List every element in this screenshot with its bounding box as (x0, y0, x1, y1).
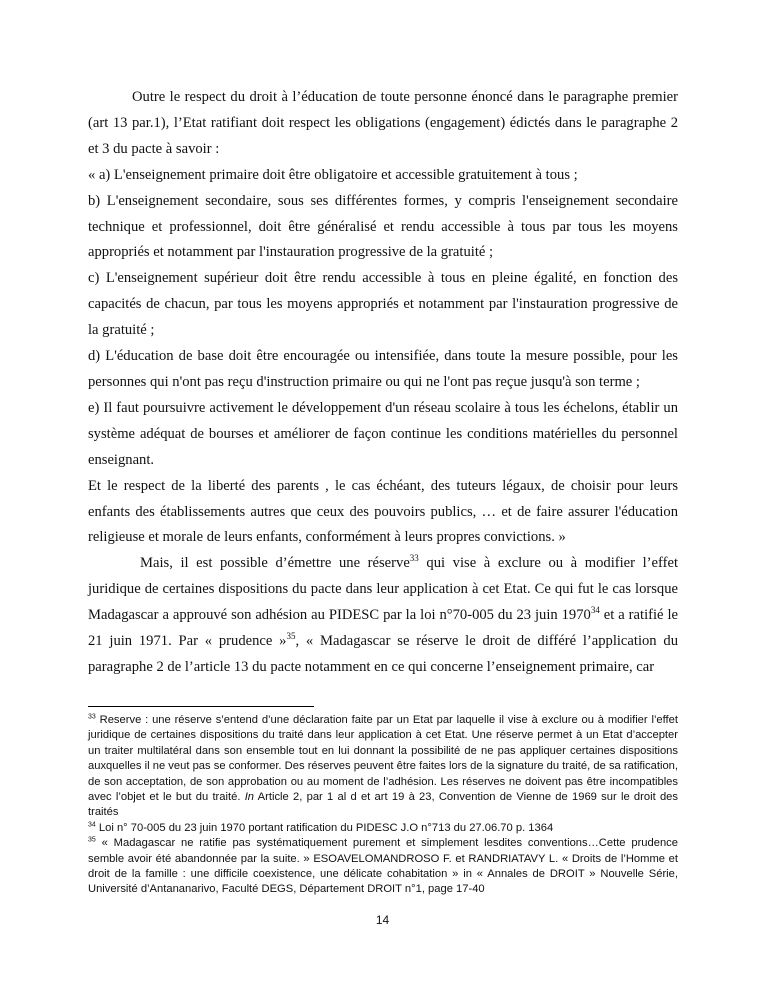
footnote-ref-33[interactable]: 33 (409, 553, 419, 564)
footnote-35-text: « Madagascar ne ratifie pas systématiquement purement et simplement lesdites conventions…Cette prudence semble avoir été abandonnée par la suite. » ESOAVELOMANDROSO F. et RANDRIATAVY L. « Droits de l’Homme et droit de la famille : une difficile coexistence, une délicate cohabitation » in « Annales de DROIT » Nouvelle Série, Université d’Antananarivo, Faculté DEGS, Département DROIT n°1, page 17-40 (88, 837, 678, 896)
footnote-ref-35[interactable]: 35 (286, 631, 296, 642)
reserve-text-1: Mais, il est possible d’émettre une réserve (140, 555, 410, 572)
footnote-34-text: Loi n° 70-005 du 23 juin 1970 portant ratification du PIDESC J.O n°713 du 27.06.70 p. 1364 (95, 821, 554, 834)
list-item-d: d) L'éducation de base doit être encouragée ou intensifiée, dans toute la mesure possible, pour les personnes qui n'ont pas reçu d'instruction primaire ou qui ne l'ont pas reçue jusqu'à son terme ; (88, 348, 678, 390)
reserve-text-3: et a ratifié le 21 juin 1971. Par « prudence » (88, 607, 678, 650)
intro-paragraph: Outre le respect du droit à l’éducation de toute personne énoncé dans le paragraphe premier (art 13 par.1), l’Etat ratifiant doit respect les obligations (engagement) édictés dans le paragraphe 2 et 3 du pacte à savoir : (88, 89, 678, 157)
footnote-ref-34[interactable]: 34 (590, 605, 600, 616)
reserve-paragraph (88, 551, 678, 681)
footnote-33-number: 33 (88, 713, 96, 721)
list-item-a: « a) L'enseignement primaire doit être obligatoire et accessible gratuitement à tous ; (88, 166, 578, 183)
reserve-text-2: qui vise à exclure ou à modifier l’effet juridique de certaines dispositions du pacte dans leur application à cet Etat. Ce qui fut le cas lorsque Madagascar a approuvé son adhésion au PIDESC par la loi n°70-005 du 23 juin 1970 (88, 555, 678, 624)
reserve-text-4: , « Madagascar se réserve le droit de différé l’application du paragraphe 2 de l’article 13 du pacte notamment en ce qui concerne l’enseignement primaire, car (88, 633, 678, 675)
footnote-33-text: Reserve : une réserve s’entend d’une déclaration faite par un Etat par laquelle il vise à exclure ou à modifier l’effet juridique de certaines dispositions du traité dans leur application à cet Etat. Une réserve permet à un Etat d’accepter un traiter multilatéral dans son ensemble tout en lui donnant la possibilité de ne pas appliquer certaines dispositions auxquelles il ne veut pas se conformer. Des réserves peuvent être faites lors de la signature du traité, de sa ratification, de son acceptation, de son approbation ou au moment de l’adhésion. Les réserves ne doivent pas être incompatibles avec l’objet et le but du traité. (88, 714, 678, 804)
parents-paragraph: Et le respect de la liberté des parents , le cas échéant, des tuteurs légaux, de choisir pour leurs enfants des établissements autres que ceux des pouvoirs publics, … et de faire assurer l'éducation religieuse et morale de leurs enfants, conformément à leurs propres convictions. » (88, 477, 678, 546)
list-item-e: e) Il faut poursuivre activement le développement d'un réseau scolaire à tous les échelons, établir un système adéquat de bourses et améliorer de façon continue les conditions matérielles du personnel enseignant. (88, 399, 678, 468)
footnote-34 (88, 821, 678, 836)
footnote-35-number: 35 (88, 836, 96, 844)
page-number: 14 (375, 913, 390, 927)
list-item-c: c) L'enseignement supérieur doit être rendu accessible à tous en pleine égalité, en fonction des capacités de chacun, par tous les moyens appropriés et notamment par l'instauration progressive de la gratuité ; (88, 270, 678, 339)
footnote-33-source: Article 2, par 1 al d et art 19 à 23, Convention de Vienne de 1969 sur le droit des traités (88, 791, 678, 819)
body-text (88, 85, 678, 681)
footnote-33 (88, 713, 678, 821)
footnotes (88, 713, 678, 898)
footnote-33-in: In (244, 791, 255, 804)
list-item-b: b) L'enseignement secondaire, sous ses différentes formes, y compris l'enseignement secondaire technique et professionnel, doit être généralisé et rendu accessible à tous par tous les moyens appropriés et notamment par l'instauration progressive de la gratuité ; (88, 192, 678, 261)
footnote-separator (88, 706, 314, 707)
footnote-35 (88, 836, 678, 898)
footnote-34-number: 34 (88, 821, 96, 829)
